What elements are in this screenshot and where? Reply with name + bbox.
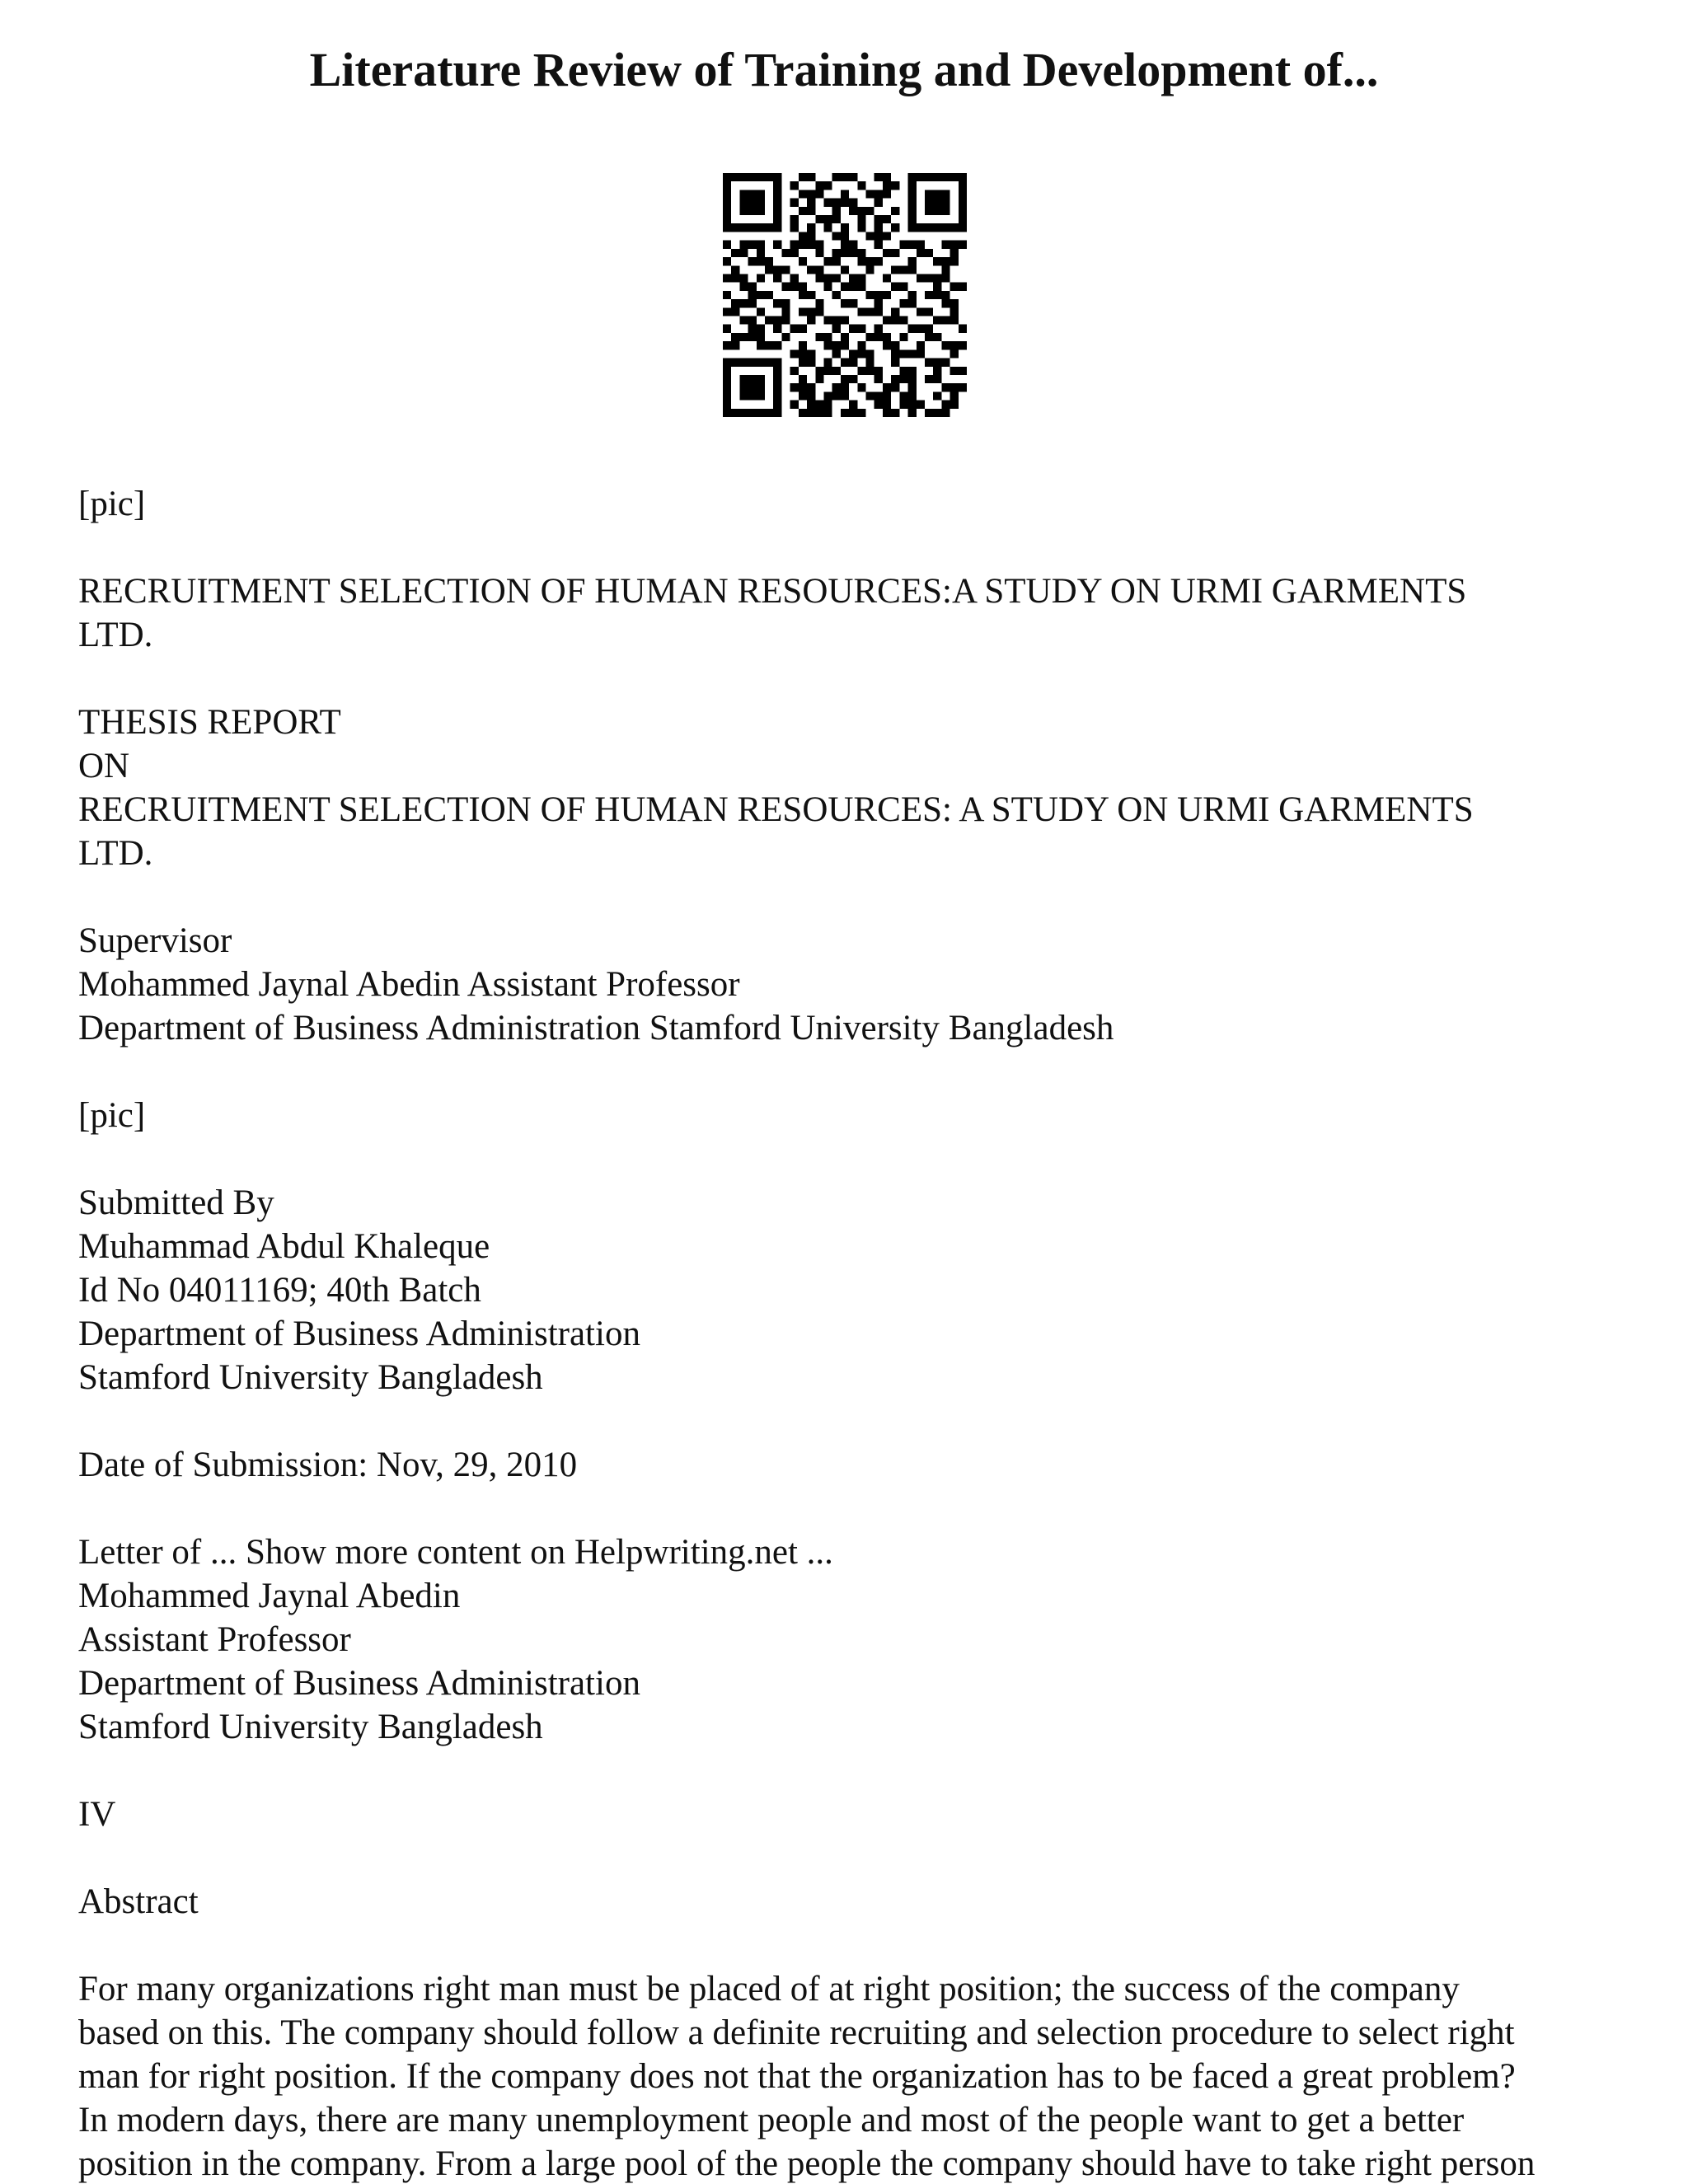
report-heading bbox=[78, 569, 1628, 657]
submitter-id: Id No 04011169; 40th Batch bbox=[78, 1271, 481, 1310]
submitter-university: Stamford University Bangladesh bbox=[78, 1358, 543, 1397]
document-body bbox=[78, 482, 1628, 2184]
document-title: Literature Review of Training and Development of... bbox=[309, 43, 1379, 96]
submitted-label: Submitted By bbox=[78, 1183, 274, 1222]
abstract-line: In modern days, there are many unemployment people and most of the people want to get a better bbox=[78, 2101, 1465, 2139]
supervisor-label: Supervisor bbox=[78, 921, 232, 960]
letter-university: Stamford University Bangladesh bbox=[78, 1708, 543, 1746]
supervisor-name: Mohammed Jaynal Abedin Assistant Professor bbox=[78, 965, 740, 1004]
supervisor-department: Department of Business Administration Stamford University Bangladesh bbox=[78, 1009, 1114, 1047]
thesis-block bbox=[78, 701, 1628, 875]
pic-placeholder: [pic] bbox=[78, 1096, 146, 1135]
abstract-line: position in the company. From a large pool of the people the company should have to take right person bbox=[78, 2144, 1536, 2183]
abstract-line: man for right position. If the company does not that the organization has to be faced a great problem? bbox=[78, 2057, 1516, 2096]
submitter-name: Muhammad Abdul Khaleque bbox=[78, 1227, 490, 1266]
abstract-line: based on this. The company should follow a definite recruiting and selection procedure to select right bbox=[78, 2013, 1515, 2052]
abstract-line: For many organizations right man must be placed of at right position; the success of the company bbox=[78, 1970, 1460, 2008]
thesis-line: ON bbox=[78, 747, 130, 785]
submitter-block bbox=[78, 1181, 1628, 1399]
letter-department: Department of Business Administration bbox=[78, 1664, 640, 1703]
submission-date: Date of Submission: Nov, 29, 2010 bbox=[78, 1446, 578, 1484]
thesis-line: THESIS REPORT bbox=[78, 703, 341, 742]
submitter-department: Department of Business Administration bbox=[78, 1315, 640, 1353]
report-heading-line: LTD. bbox=[78, 616, 153, 654]
letter-block bbox=[78, 1530, 1628, 1749]
qr-code-graphic bbox=[723, 173, 967, 417]
pic-placeholder: [pic] bbox=[78, 485, 146, 523]
thesis-line: LTD. bbox=[78, 834, 153, 873]
abstract-heading: Abstract bbox=[78, 1882, 199, 1921]
letter-name: Mohammed Jaynal Abedin bbox=[78, 1577, 461, 1615]
letter-line: Letter of ... Show more content on Helpwriting.net ... bbox=[78, 1533, 833, 1572]
abstract-paragraph bbox=[78, 1967, 1628, 2184]
supervisor-block bbox=[78, 919, 1628, 1050]
page-numeral: IV bbox=[78, 1795, 116, 1834]
report-heading-line: RECRUITMENT SELECTION OF HUMAN RESOURCES:A STUDY ON URMI GARMENTS bbox=[78, 572, 1467, 611]
letter-title: Assistant Professor bbox=[78, 1620, 351, 1659]
qr-code-icon bbox=[723, 173, 967, 417]
thesis-line: RECRUITMENT SELECTION OF HUMAN RESOURCES: A STUDY ON URMI GARMENTS bbox=[78, 790, 1474, 829]
